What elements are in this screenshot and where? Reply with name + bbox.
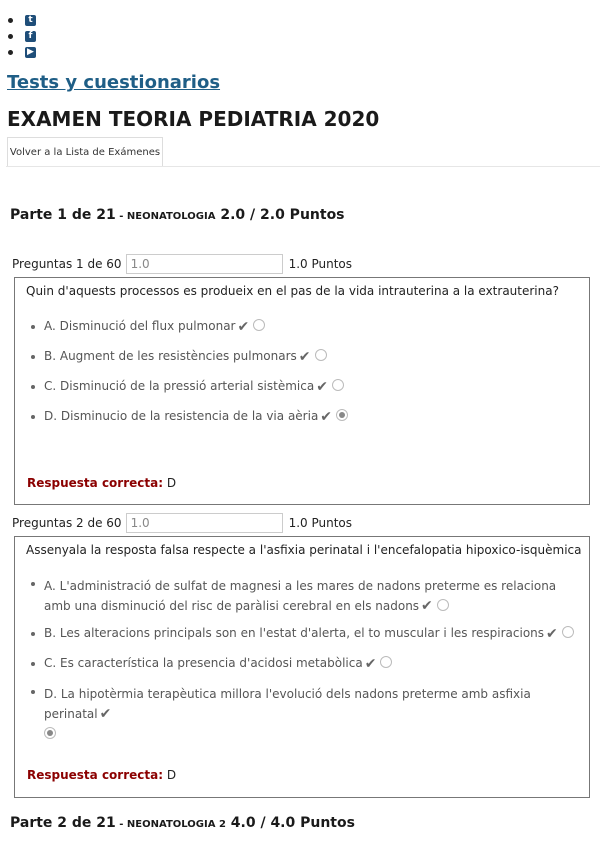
answer-option[interactable]: C. Disminució de la pressió arterial sistèmica ✔ bbox=[31, 379, 344, 395]
page-title: EXAMEN TEORIA PEDIATRIA 2020 bbox=[7, 107, 380, 131]
part-category: NEONATOLOGIA bbox=[126, 211, 216, 222]
question-points: 1.0 Puntos bbox=[288, 257, 353, 271]
question-header bbox=[12, 513, 352, 533]
radio-button-selected[interactable] bbox=[44, 727, 56, 739]
question-counter: Preguntas 2 de 60 bbox=[12, 516, 122, 530]
check-icon: ✔ bbox=[99, 706, 112, 722]
answer-option[interactable]: B. Augment de les resistències pulmonars ✔ bbox=[31, 349, 327, 365]
check-icon: ✔ bbox=[421, 598, 433, 614]
radio-button[interactable] bbox=[437, 599, 449, 611]
answer-option[interactable]: D. Disminucio de la resistencia de la via aèria ✔ bbox=[31, 409, 348, 425]
question-counter: Preguntas 1 de 60 bbox=[12, 257, 122, 271]
correct-answer: Respuesta correcta: D bbox=[27, 768, 177, 782]
radio-button[interactable] bbox=[332, 379, 344, 391]
youtube-icon[interactable]: ▶ bbox=[25, 47, 36, 58]
question-text: Quin d'aquests processos es produeix en el pas de la vida intrauterina a la extrauterina? bbox=[26, 284, 559, 298]
question-text: Assenyala la resposta falsa respecte a l'asfixia perinatal i l'encefalopatia hipoxico-isquèmica bbox=[26, 543, 582, 557]
radio-button[interactable] bbox=[253, 319, 265, 331]
part-category: NEONATOLOGIA 2 bbox=[126, 819, 226, 830]
score-input[interactable]: 1.0 bbox=[126, 254, 283, 274]
question-box bbox=[14, 536, 590, 798]
social-link-twitter[interactable] bbox=[8, 12, 36, 28]
question-box bbox=[14, 277, 590, 505]
twitter-icon[interactable]: t bbox=[25, 15, 36, 26]
correct-answer: Respuesta correcta: D bbox=[27, 476, 177, 490]
check-icon: ✔ bbox=[237, 319, 250, 335]
social-link-youtube[interactable] bbox=[8, 44, 36, 60]
radio-button[interactable] bbox=[562, 626, 574, 638]
question-header bbox=[12, 254, 352, 274]
answer-option[interactable]: D. La hipotèrmia terapèutica millora l'evolució dels nadons preterme amb asfixia perinatal ✔ bbox=[31, 684, 571, 744]
part-score: 2.0 / 2.0 Puntos bbox=[215, 207, 345, 223]
facebook-icon[interactable]: f bbox=[25, 31, 36, 42]
answer-option[interactable]: C. Es característica la presencia d'acidosi metabòlica ✔ bbox=[31, 656, 392, 672]
check-icon: ✔ bbox=[364, 656, 377, 672]
social-link-facebook[interactable] bbox=[8, 28, 36, 44]
radio-button[interactable] bbox=[315, 349, 327, 361]
social-links bbox=[8, 12, 36, 60]
check-icon: ✔ bbox=[316, 379, 328, 395]
answer-option[interactable]: A. L'administració de sulfat de magnesi a les mares de nadons preterme es relaciona amb una disminució del risc de paràlisi cerebral en els nadons ✔ bbox=[31, 576, 571, 616]
part-header: Parte 1 de 21 - NEONATOLOGIA 2.0 / 2.0 Puntos bbox=[10, 207, 345, 223]
answer-option[interactable]: A. Disminució del flux pulmonar ✔ bbox=[31, 319, 265, 335]
part-header: Parte 2 de 21 - NEONATOLOGIA 2 4.0 / 4.0 Puntos bbox=[10, 815, 355, 831]
radio-button[interactable] bbox=[380, 656, 392, 668]
score-input[interactable]: 1.0 bbox=[126, 513, 283, 533]
question-points: 1.0 Puntos bbox=[288, 516, 353, 530]
check-icon: ✔ bbox=[546, 626, 558, 642]
check-icon: ✔ bbox=[320, 409, 333, 425]
part-score: 4.0 / 4.0 Puntos bbox=[225, 815, 355, 831]
divider bbox=[6, 166, 600, 167]
answer-option[interactable]: B. Les alteracions principals son en l'estat d'alerta, el to muscular i les respiracions ✔ bbox=[31, 626, 574, 642]
breadcrumb-link[interactable]: Tests y cuestionarios bbox=[7, 72, 221, 93]
radio-button-selected[interactable] bbox=[336, 409, 348, 421]
check-icon: ✔ bbox=[298, 349, 311, 365]
back-to-exam-list-button[interactable]: Volver a la Lista de Exámenes bbox=[7, 137, 163, 167]
